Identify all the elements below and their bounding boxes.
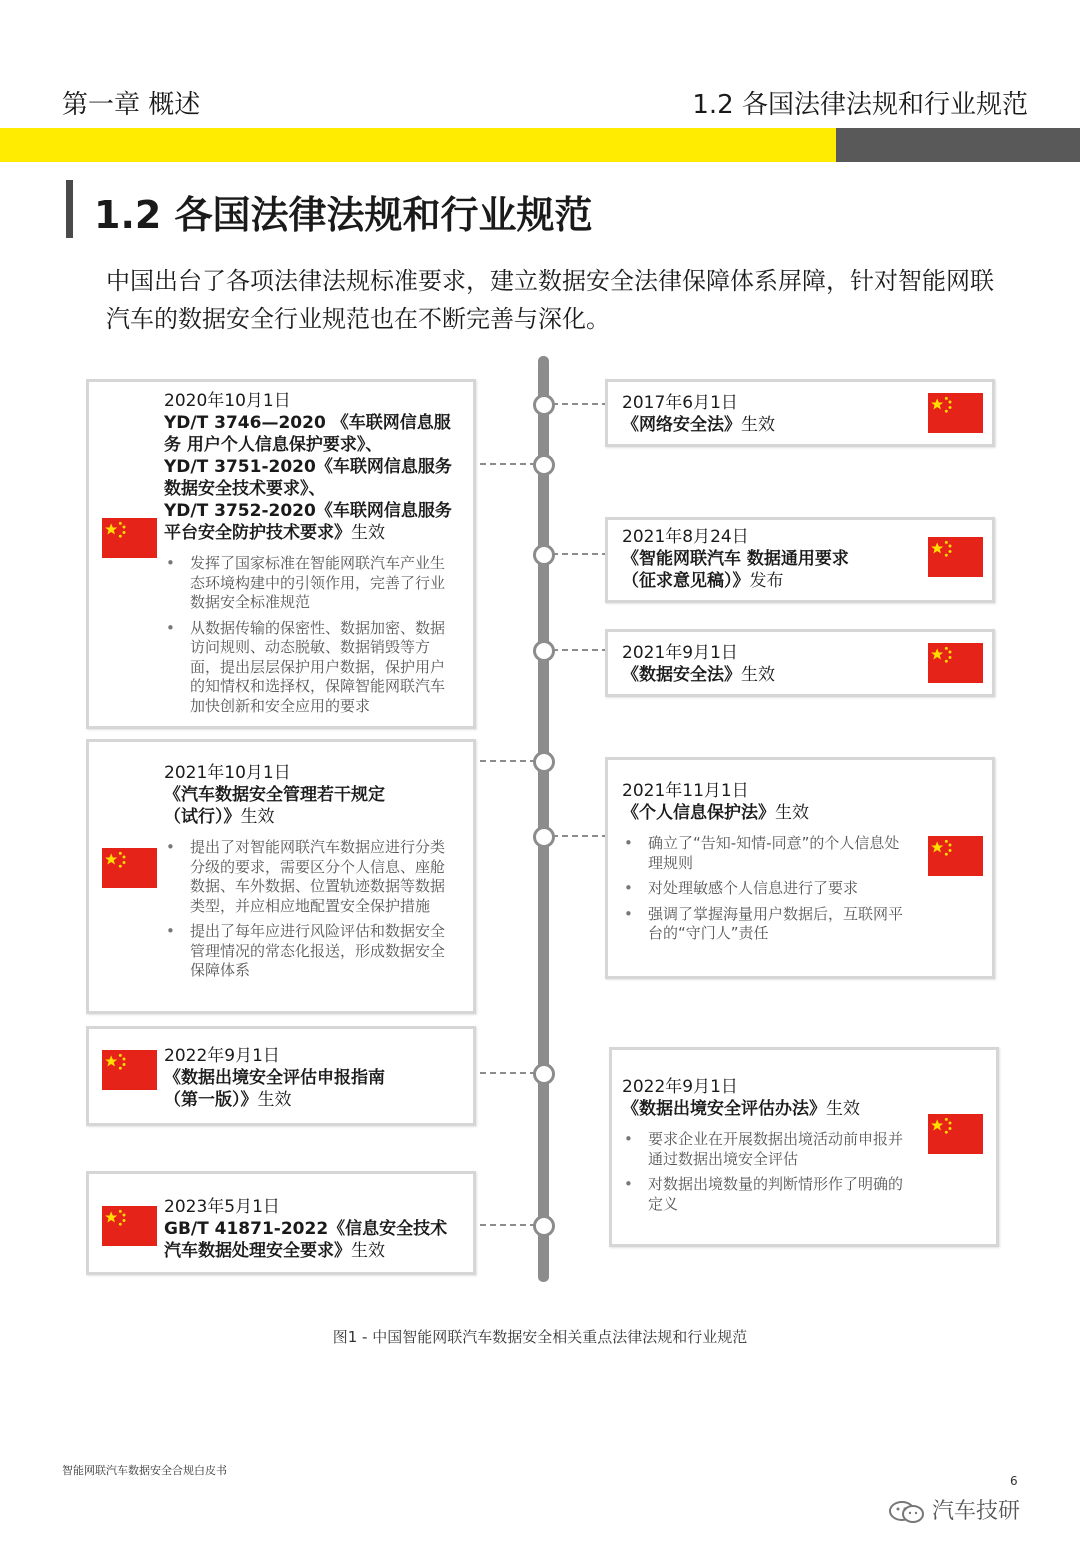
event-date: 2021年10月1日: [164, 763, 291, 783]
china-flag-icon: [928, 836, 983, 876]
bullet-item: • 对处理敏感个人信息进行了要求: [622, 879, 907, 899]
china-flag-icon: [928, 393, 983, 433]
china-flag-icon: [928, 643, 983, 683]
watermark: [888, 1494, 1020, 1525]
page-title: 1.2 各国法律法规和行业规范: [94, 193, 593, 237]
timeline-node: [533, 394, 555, 416]
event-date: 2022年9月1日: [164, 1046, 280, 1066]
timeline-node: [533, 454, 555, 476]
china-flag-icon: [102, 1206, 157, 1246]
connector: [552, 649, 608, 651]
event-status: 生效: [741, 665, 775, 685]
event-bullets: [622, 834, 907, 944]
event-status: 生效: [741, 415, 775, 435]
timeline-node: [533, 826, 555, 848]
bullet-item: • 对数据出境数量的判断情形作了明确的定义: [622, 1175, 912, 1214]
event-title: 《汽车数据安全管理若干规定 （试行）》生效: [164, 785, 385, 827]
intro-paragraph: 中国出台了各项法律法规标准要求，建立数据安全法律保障体系屏障，针对智能网联汽车的数据安全行业规范也在不断完善与深化。: [106, 267, 994, 333]
section-header: 1.2 各国法律法规和行业规范: [692, 90, 1028, 120]
event-bullets: [164, 838, 454, 981]
event-date: 2020年10月1日: [164, 391, 291, 411]
event-date: 2021年9月1日: [622, 643, 738, 663]
event-title: 《数据出境安全评估办法》生效: [622, 1099, 860, 1119]
event-date: 2022年9月1日: [622, 1077, 738, 1097]
event-status: 生效: [826, 1099, 860, 1119]
china-flag-icon: [928, 1114, 983, 1154]
footer-doc-title: 智能网联汽车数据安全合规白皮书: [62, 1464, 227, 1477]
connector: [552, 553, 608, 555]
event-card: [86, 739, 476, 1014]
timeline-node: [533, 544, 555, 566]
event-card: [605, 517, 995, 603]
bullet-item: • 要求企业在开展数据出境活动前申报并通过数据出境安全评估: [622, 1130, 912, 1169]
event-date: 2021年8月24日: [622, 527, 749, 547]
event-card: [605, 379, 995, 447]
connector: [480, 463, 536, 465]
event-status: 生效: [351, 523, 385, 543]
event-date: 2021年11月1日: [622, 781, 749, 801]
connector: [480, 760, 536, 762]
timeline-node: [533, 751, 555, 773]
event-card: [609, 1047, 999, 1247]
bullet-item: • 强调了掌握海量用户数据后，互联网平台的“守门人”责任: [622, 905, 907, 944]
china-flag-icon: [928, 537, 983, 577]
figure-caption: 图1 - 中国智能网联汽车数据安全相关重点法律法规和行业规范: [332, 1328, 748, 1346]
event-title: 《数据安全法》生效: [622, 665, 775, 685]
bullet-item: • 从数据传输的保密性、数据加密、数据访问规则、动态脱敏、数据销毁等方面，提出层层保护用户数据，保护用户的知情权和选择权，保障智能网联汽车加快创新和安全应用的要求: [164, 619, 454, 717]
header-bar-yellow: [0, 128, 836, 162]
event-date: 2023年5月1日: [164, 1197, 280, 1217]
event-title: 《智能网联汽车 数据通用要求 （征求意见稿）》发布: [622, 549, 849, 591]
timeline-node: [533, 640, 555, 662]
event-status: 生效: [240, 807, 275, 827]
bullet-item: • 提出了每年应进行风险评估和数据安全管理情况的常态化报送，形成数据安全保障体系: [164, 922, 454, 981]
china-flag-icon: [102, 848, 157, 888]
connector: [480, 1224, 536, 1226]
event-title: GB/T 41871-2022《信息安全技术 汽车数据处理安全要求》生效: [164, 1219, 448, 1261]
event-card: [86, 1171, 476, 1275]
connector: [552, 403, 608, 405]
event-status: 生效: [775, 803, 809, 823]
event-bullets: [164, 554, 454, 716]
china-flag-icon: [102, 518, 157, 558]
connector: [552, 835, 608, 837]
header-bar-gray: [836, 128, 1080, 162]
event-card: [86, 379, 476, 729]
event-card: [605, 629, 995, 697]
event-status: 发布: [749, 571, 784, 591]
event-card: [605, 757, 995, 979]
event-card: [86, 1026, 476, 1126]
bullet-item: • 确立了“告知-知情-同意”的个人信息处理规则: [622, 834, 907, 873]
timeline-node: [533, 1215, 555, 1237]
event-title: 《数据出境安全评估申报指南 （第一版）》生效: [164, 1068, 385, 1110]
timeline-axis: [538, 356, 549, 1282]
bullet-item: • 发挥了国家标准在智能网联汽车产业生态环境构建中的引领作用，完善了行业数据安全标准规范: [164, 554, 454, 613]
watermark-text: 汽车技研: [932, 1499, 1021, 1524]
event-status: 生效: [351, 1241, 385, 1261]
wechat-icon: [888, 1500, 926, 1524]
china-flag-icon: [102, 1050, 157, 1090]
timeline-node: [533, 1063, 555, 1085]
bullet-item: • 提出了对智能网联汽车数据应进行分类分级的要求，需要区分个人信息、座舱数据、车外数据、位置轨迹数据等数据类型，并应相应地配置安全保护措施: [164, 838, 454, 916]
page-number: 6: [1010, 1474, 1018, 1488]
event-title: YD/T 3746—2020 《车联网信息服 务 用户个人信息保护要求》、 YD/T 3751-2020《车联网信息服务 数据安全技术要求》、 YD/T 3752-2020《车联网信息服务 平台安全防护技术要求》生效: [164, 413, 452, 543]
event-status: 生效: [257, 1090, 292, 1110]
event-title: 《个人信息保护法》生效: [622, 803, 809, 823]
chapter-header: 第一章 概述: [62, 90, 201, 120]
title-marker: [66, 180, 73, 238]
event-bullets: [622, 1130, 912, 1214]
connector: [480, 1072, 536, 1074]
event-date: 2017年6月1日: [622, 393, 738, 413]
event-title: 《网络安全法》生效: [622, 415, 775, 435]
